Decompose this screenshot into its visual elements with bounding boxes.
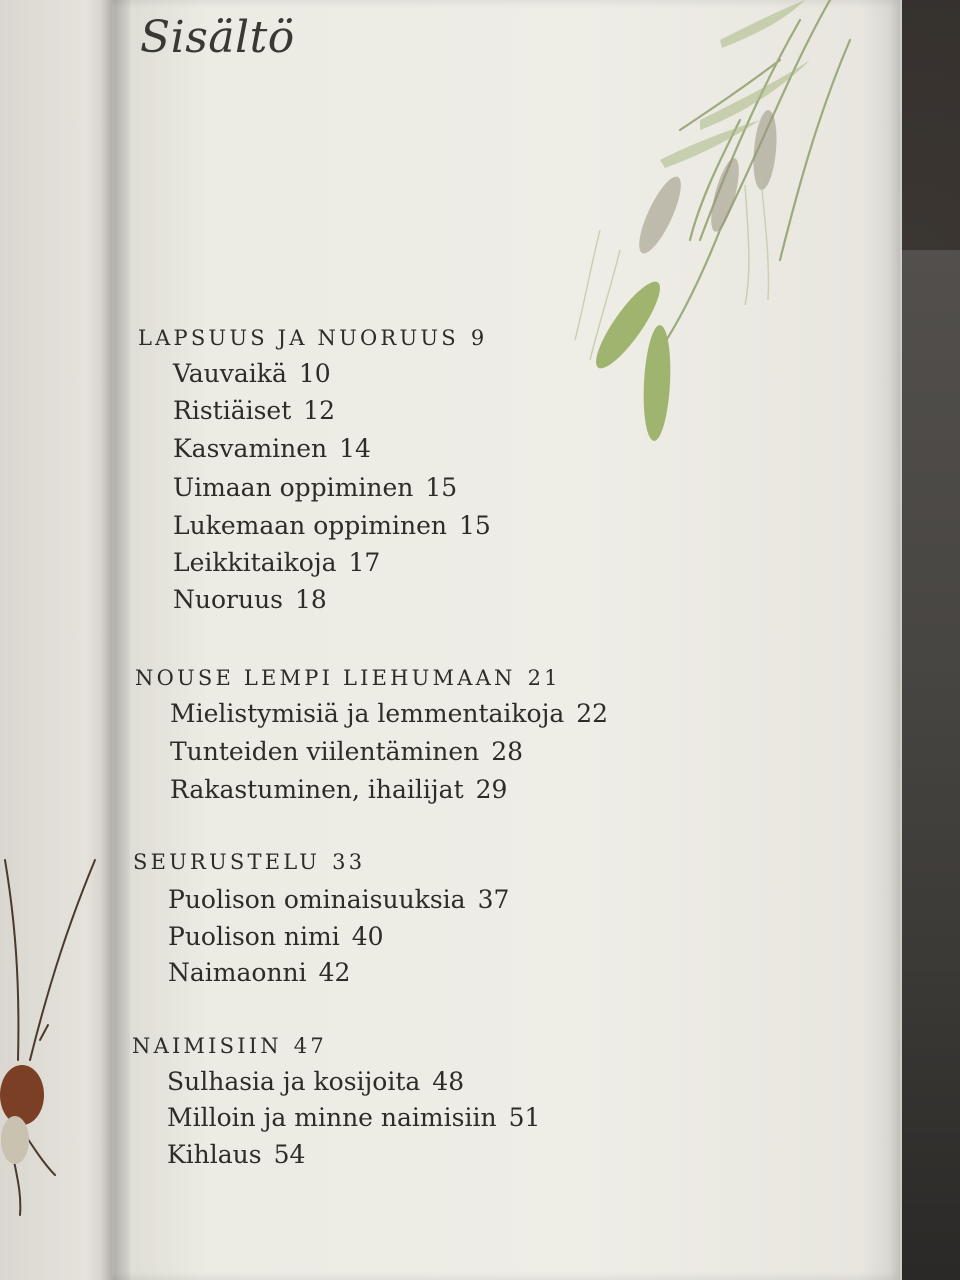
toc-entry [167, 1067, 464, 1096]
section-heading [138, 326, 487, 350]
toc-entry [170, 775, 507, 804]
toc-entry [173, 434, 371, 463]
section-title-text: LAPSUUS JA NUORUUS [138, 326, 459, 350]
entry-label: Rakastuminen, ihailijat [170, 775, 464, 804]
toc-entry [173, 585, 327, 614]
section-heading [135, 666, 561, 690]
entry-label: Leikkitaikoja [173, 548, 337, 577]
entry-page-number: 42 [318, 958, 351, 987]
entry-page-number: 37 [477, 885, 510, 914]
entry-page-number: 28 [491, 737, 524, 766]
section-heading [133, 850, 365, 874]
entry-label: Mielistymisiä ja lemmentaikoja [170, 699, 565, 728]
entry-label: Puolison nimi [168, 922, 340, 951]
toc-entry [173, 548, 380, 577]
page-title: Sisältö [140, 12, 295, 63]
entry-page-number: 51 [508, 1103, 541, 1132]
toc-entry [168, 885, 509, 914]
entry-page-number: 40 [351, 922, 384, 951]
toc-entry [168, 922, 384, 951]
entry-label: Milloin ja minne naimisiin [167, 1103, 497, 1132]
entry-label: Sulhasia ja kosijoita [167, 1067, 421, 1096]
toc-entry [170, 737, 523, 766]
entry-page-number: 29 [475, 775, 508, 804]
entry-page-number: 12 [303, 396, 336, 425]
entry-label: Nuoruus [173, 585, 284, 614]
toc-entry [167, 1103, 540, 1132]
entry-page-number: 15 [458, 511, 491, 540]
section-page-number: 33 [332, 850, 366, 874]
entry-label: Kasvaminen [173, 434, 328, 463]
toc-entry [173, 396, 335, 425]
entry-page-number: 17 [348, 548, 381, 577]
entry-page-number: 10 [298, 359, 331, 388]
section-title-text: NOUSE LEMPI LIEHUMAAN [135, 666, 516, 690]
entry-page-number: 22 [576, 699, 609, 728]
entry-label: Kihlaus [167, 1140, 262, 1169]
entry-label: Lukemaan oppiminen [173, 511, 447, 540]
section-page-number: 21 [527, 666, 561, 690]
toc-entry [167, 1140, 305, 1169]
section-page-number: 9 [470, 326, 488, 350]
toc-entry [173, 473, 457, 502]
entry-label: Puolison ominaisuuksia [168, 885, 466, 914]
section-title-text: SEURUSTELU [133, 850, 321, 874]
entry-label: Ristiäiset [173, 396, 292, 425]
entry-page-number: 15 [425, 473, 458, 502]
entry-page-number: 54 [273, 1140, 306, 1169]
entry-label: Uimaan oppiminen [173, 473, 414, 502]
entry-label: Naimaonni [168, 958, 307, 987]
toc-entry [170, 699, 608, 728]
toc-entry [173, 359, 331, 388]
toc-entry [168, 958, 350, 987]
entry-page-number: 48 [432, 1067, 465, 1096]
section-title-text: NAIMISIIN [132, 1034, 282, 1058]
section-heading [132, 1034, 327, 1058]
entry-page-number: 14 [339, 434, 371, 463]
section-page-number: 47 [293, 1034, 327, 1058]
entry-label: Vauvaikä [173, 359, 287, 388]
entry-label: Tunteiden viilentäminen [170, 737, 480, 766]
entry-page-number: 18 [295, 585, 327, 614]
toc-entry [173, 511, 491, 540]
